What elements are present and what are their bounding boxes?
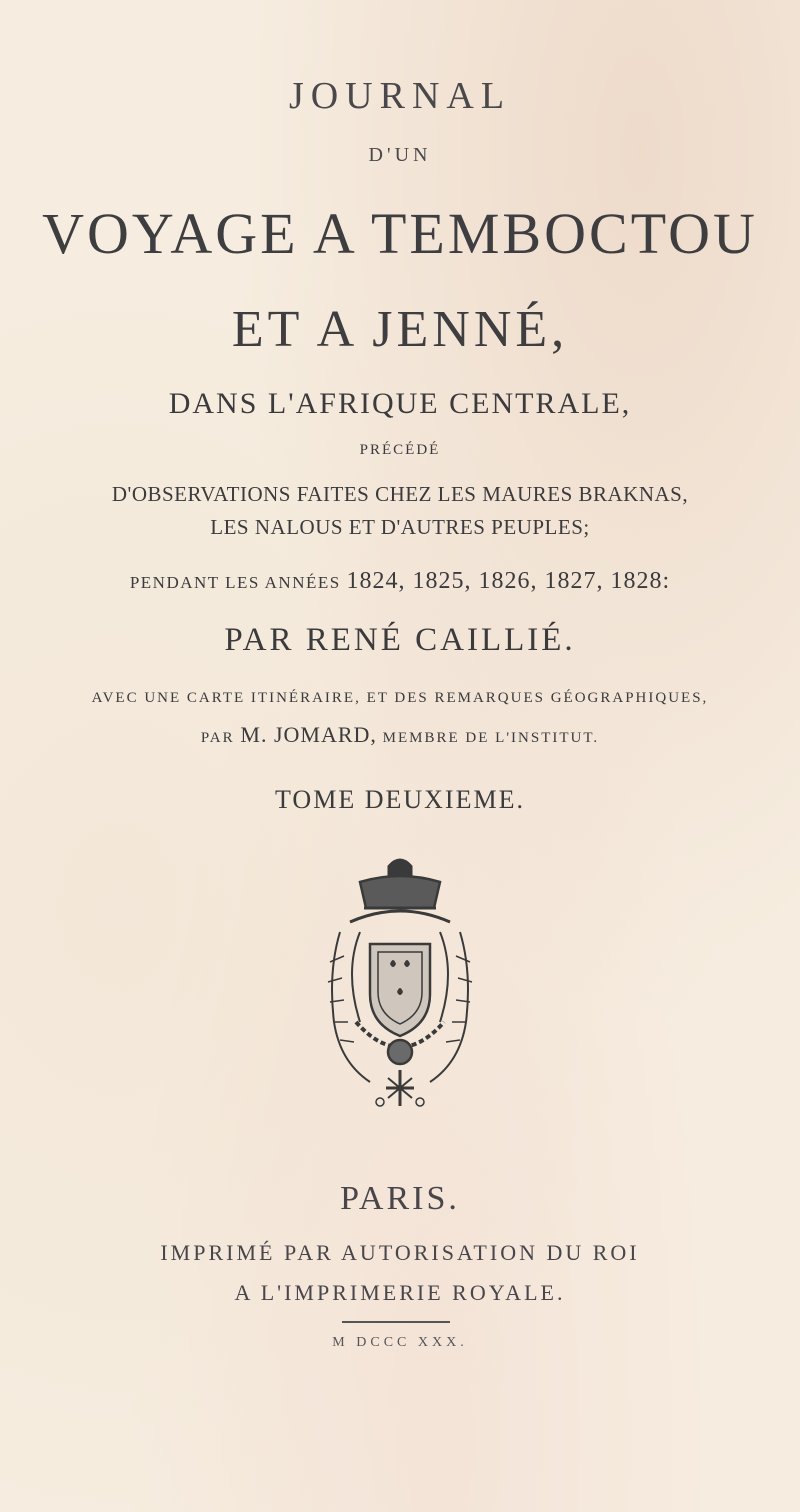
imprint-line-2: A L'IMPRIMERIE ROYALE. [234,1280,566,1305]
jenne-title: ET A JENNÉ, [231,301,569,358]
jomard-name: M. JOMARD, [240,722,377,747]
precede-text: PRÉCÉDÉ [359,442,441,458]
annees-line [0,568,800,595]
voyage-title: VOYAGE A TEMBOCTOU [42,201,758,266]
imprint-date: M DCCC XXX. [332,1335,468,1350]
annees-years: 1824, 1825, 1826, 1827, 1828: [346,568,671,594]
jomard-suffix: MEMBRE DE L'INSTITUT. [382,730,600,746]
journal-heading: JOURNAL [288,75,512,117]
observations-line-2: LES NALOUS ET D'AUTRES PEUPLES; [210,515,590,539]
jomard-line [0,722,800,748]
jomard-par: PAR [200,730,235,746]
author-line: PAR RENÉ CAILLIÉ. [224,622,576,658]
imprint-divider [342,1321,450,1323]
observations-line-1: D'OBSERVATIONS FAITES CHEZ LES MAURES BRAKNAS, [111,482,689,506]
afrique-subtitle: DANS L'AFRIQUE CENTRALE, [168,387,632,420]
dun-text: D'UN [368,144,432,166]
carte-line: AVEC UNE CARTE ITINÉRAIRE, ET DES REMARQUES GÉOGRAPHIQUES, [91,690,709,706]
royal-coat-of-arms-icon [300,852,500,1132]
imprint-line-1: IMPRIMÉ PAR AUTORISATION DU ROI [160,1240,640,1265]
imprint-city: PARIS. [340,1180,460,1217]
annees-prefix: PENDANT LES ANNÉES [129,573,341,592]
tome-heading: TOME DEUXIEME. [275,785,525,814]
